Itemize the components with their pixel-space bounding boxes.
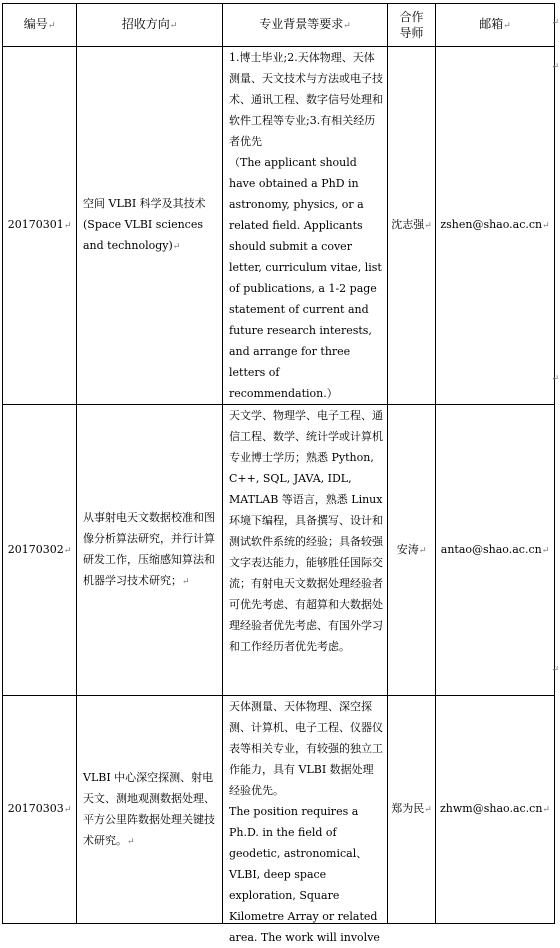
cell-requirements: 天体测量、天体物理、深空探测、计算机、电子工程、仪器仪表等相关专业，有较强的独立工作能力，具有 VLBI 数据处理经验优先。 The position requires a Ph.D. in the field of geodetic, astronomical、VLBI, deep space exploration, Square Kilometre Array or related area. The work will involve xyxy=(223,696,388,924)
table-row xyxy=(3,696,555,924)
cell-advisor: 安涛↵ xyxy=(388,405,436,696)
cell-advisor: 郑为民↵ xyxy=(388,696,436,924)
recruitment-table xyxy=(2,3,555,944)
table-row xyxy=(3,405,555,696)
header-email: 邮箱↵ xyxy=(436,4,555,47)
cell-id: 20170303↵ xyxy=(3,696,77,924)
cell-email: antao@shao.ac.cn↵ xyxy=(436,405,555,696)
cell-id: 20170301↵ xyxy=(3,47,77,405)
header-requirements: 专业背景等要求↵ xyxy=(223,4,388,47)
row-end-mark: ↵ xyxy=(551,665,559,675)
row-end-mark: ↵ xyxy=(551,18,559,28)
header-direction: 招收方向↵ xyxy=(77,4,223,47)
header-id: 编号↵ xyxy=(3,4,77,47)
cell-requirements: 1.博士毕业;2.天体物理、天体测量、天文技术与方法或电子技术、通讯工程、数字信号处理和软件工程等专业;3.有相关经历者优先 （The applicant should have obtained a PhD in astronomy, physics, or a related field. Applicants should submit a cover letter, curriculum vitae, list of publications, a 1-2 page statement of current and future research interests, and arrange for three letters of recommendation.） xyxy=(223,47,388,405)
cell-direction: 空间 VLBI 科学及其技术 (Space VLBI sciences and technology)↵ xyxy=(77,47,223,405)
cell-email: zshen@shao.ac.cn↵ xyxy=(436,47,555,405)
row-end-mark: ↵ xyxy=(551,62,559,72)
cell-id: 20170302↵ xyxy=(3,405,77,696)
cell-direction: VLBI 中心深空探测、射电天文、测地观测数据处理、平方公里阵数据处理关键技术研究。↵ xyxy=(77,696,223,924)
cell-advisor: 沈志强↵ xyxy=(388,47,436,405)
header-row xyxy=(3,4,555,47)
cell-email: zhwm@shao.ac.cn↵ xyxy=(436,696,555,924)
row-end-mark: ↵ xyxy=(551,374,559,384)
header-advisor: 合作 导师 xyxy=(388,4,436,47)
table-row xyxy=(3,47,555,405)
cell-requirements: 天文学、物理学、电子工程、通信工程、数学、统计学或计算机专业博士学历；熟悉 Python, C++, SQL, JAVA, IDL, MATLAB 等语言，熟悉 Linux 环境下编程，具备撰写、设计和测试软件系统的经验；具备较强文字表达能力，能够胜任国际交流；有射电天文数据处理经验者可优先考虑、有超算和大数据处理经验者优先考虑、有国外学习和工作经历者优先考虑。 xyxy=(223,405,388,696)
cell-direction: 从事射电天文数据校准和图像分析算法研究，并行计算研发工作，压缩感知算法和机器学习技术研究；↵ xyxy=(77,405,223,696)
